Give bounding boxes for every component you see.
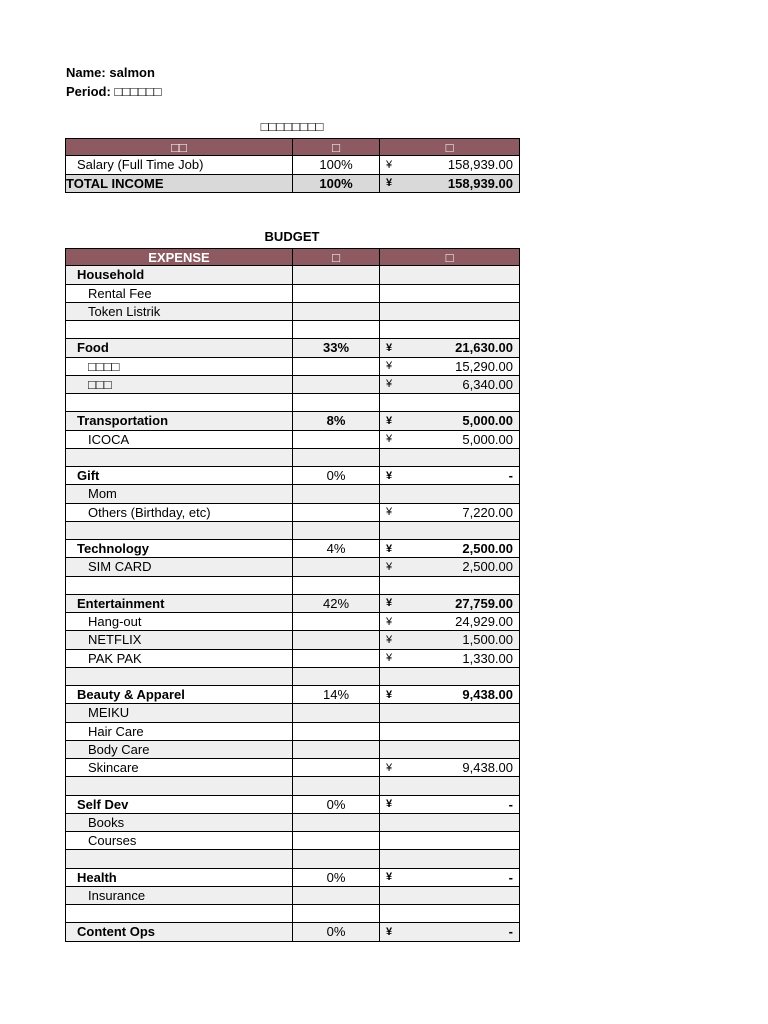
row-amount-cell	[379, 686, 520, 704]
row-percent	[292, 650, 379, 668]
row-label: Rental Fee	[65, 285, 292, 303]
row-amount: -	[508, 796, 513, 812]
row-percent	[292, 814, 379, 832]
income-total-amount: 158,939.00	[447, 175, 513, 191]
row-label: Insurance	[65, 887, 292, 905]
row-amount: 2,500.00	[462, 559, 513, 575]
row-amount: 7,220.00	[462, 504, 513, 520]
row-percent	[292, 285, 379, 303]
yen-symbol: ¥	[386, 688, 393, 701]
row-amount: -	[508, 869, 513, 885]
row-percent	[292, 303, 379, 321]
row-label: Health	[65, 869, 292, 887]
row-label: Self Dev	[65, 796, 292, 814]
table-row	[65, 704, 520, 722]
row-percent: 0%	[292, 467, 379, 485]
row-amount-cell	[379, 431, 520, 449]
yen-symbol: ¥	[386, 871, 393, 884]
category-row	[65, 540, 520, 558]
category-row	[65, 595, 520, 613]
spacer-row	[65, 321, 520, 339]
row-percent	[292, 431, 379, 449]
row-percent	[292, 358, 379, 376]
yen-symbol: ¥	[386, 633, 393, 646]
row-amount-cell	[379, 412, 520, 430]
row-percent	[292, 704, 379, 722]
row-amount-cell	[379, 504, 520, 522]
budget-table	[65, 248, 520, 942]
row-amount-cell	[379, 266, 520, 284]
row-percent: 33%	[292, 339, 379, 357]
yen-symbol: ¥	[386, 360, 393, 373]
row-label: Food	[65, 339, 292, 357]
row-label: Skincare	[65, 759, 292, 777]
period-label: Period:	[66, 84, 111, 99]
category-row	[65, 412, 520, 430]
row-amount-cell	[379, 558, 520, 576]
yen-symbol: ¥	[386, 615, 393, 628]
budget-title: BUDGET	[264, 229, 320, 244]
row-amount-cell	[379, 850, 520, 868]
table-row	[65, 376, 520, 394]
period-line	[66, 84, 162, 99]
row-amount-cell	[379, 650, 520, 668]
row-amount-cell	[379, 723, 520, 741]
budget-col-3: □	[379, 248, 520, 266]
income-col-2: □	[292, 138, 379, 156]
row-label: PAK PAK	[65, 650, 292, 668]
yen-symbol: ¥	[386, 761, 393, 774]
row-percent	[292, 376, 379, 394]
row-amount-cell	[379, 376, 520, 394]
row-percent: 42%	[292, 595, 379, 613]
table-row	[65, 285, 520, 303]
spacer-row	[65, 777, 520, 795]
row-label: Beauty & Apparel	[65, 686, 292, 704]
row-amount: 1,500.00	[462, 632, 513, 648]
spacer-row	[65, 668, 520, 686]
row-label	[65, 394, 292, 412]
spacer-row	[65, 905, 520, 923]
row-amount-cell	[379, 394, 520, 412]
row-amount-cell	[379, 668, 520, 686]
row-amount-cell	[379, 832, 520, 850]
row-amount-cell	[379, 467, 520, 485]
income-title: □□□□□□□□	[260, 119, 324, 134]
table-row	[65, 887, 520, 905]
row-percent	[292, 449, 379, 467]
row-amount-cell	[379, 631, 520, 649]
row-amount-cell	[379, 759, 520, 777]
row-label: Books	[65, 814, 292, 832]
row-amount-cell	[379, 777, 520, 795]
row-label	[65, 668, 292, 686]
row-amount-cell	[379, 577, 520, 595]
row-label: □□□□	[65, 358, 292, 376]
yen-symbol: ¥	[386, 433, 393, 446]
row-label: NETFLIX	[65, 631, 292, 649]
row-label	[65, 850, 292, 868]
row-amount-cell	[379, 303, 520, 321]
row-amount-cell	[379, 449, 520, 467]
row-label: Entertainment	[65, 595, 292, 613]
row-percent	[292, 850, 379, 868]
income-row-amount-cell	[379, 156, 520, 174]
row-percent	[292, 558, 379, 576]
budget-col-2: □	[292, 248, 379, 266]
row-label: Mom	[65, 485, 292, 503]
row-percent	[292, 905, 379, 923]
yen-symbol: ¥	[386, 506, 393, 519]
table-row	[65, 485, 520, 503]
table-row	[65, 431, 520, 449]
yen-symbol: ¥	[386, 925, 393, 938]
row-amount-cell	[379, 814, 520, 832]
row-percent	[292, 613, 379, 631]
row-amount-cell	[379, 285, 520, 303]
spacer-row	[65, 394, 520, 412]
row-label	[65, 905, 292, 923]
yen-symbol: ¥	[386, 652, 393, 665]
row-amount-cell	[379, 339, 520, 357]
table-row	[65, 723, 520, 741]
row-label	[65, 777, 292, 795]
row-amount-cell	[379, 887, 520, 905]
row-label	[65, 522, 292, 540]
category-row	[65, 923, 520, 941]
name-value: salmon	[109, 65, 155, 80]
row-percent	[292, 394, 379, 412]
row-percent	[292, 777, 379, 795]
row-label: Body Care	[65, 741, 292, 759]
row-percent	[292, 321, 379, 339]
row-amount: 5,000.00	[462, 431, 513, 447]
row-label: Gift	[65, 467, 292, 485]
income-col-3: □	[379, 138, 520, 156]
row-percent: 0%	[292, 923, 379, 941]
yen-symbol: ¥	[386, 414, 393, 427]
yen-symbol: ¥	[386, 158, 393, 171]
row-amount-cell	[379, 522, 520, 540]
yen-symbol: ¥	[386, 560, 393, 573]
row-amount-cell	[379, 595, 520, 613]
row-label: SIM CARD	[65, 558, 292, 576]
table-row	[65, 558, 520, 576]
table-row	[65, 303, 520, 321]
table-row	[65, 832, 520, 850]
income-row-label: Salary (Full Time Job)	[65, 156, 292, 174]
income-total-label: TOTAL INCOME	[65, 175, 292, 193]
yen-symbol: ¥	[386, 597, 393, 610]
yen-symbol: ¥	[386, 798, 393, 811]
category-row	[65, 467, 520, 485]
row-label	[65, 321, 292, 339]
row-label	[65, 577, 292, 595]
category-row	[65, 796, 520, 814]
row-amount: -	[508, 468, 513, 484]
income-total-amount-cell	[379, 175, 520, 193]
row-amount: 9,438.00	[462, 760, 513, 776]
income-col-1: □□	[65, 138, 292, 156]
row-amount: -	[508, 924, 513, 940]
row-label: ICOCA	[65, 431, 292, 449]
row-percent	[292, 759, 379, 777]
table-row	[65, 814, 520, 832]
row-percent: 8%	[292, 412, 379, 430]
row-amount: 27,759.00	[455, 595, 513, 611]
yen-symbol: ¥	[386, 177, 393, 190]
income-row-amount: 158,939.00	[447, 157, 513, 173]
row-amount-cell	[379, 321, 520, 339]
income-total-row	[65, 175, 520, 193]
name-label: Name:	[66, 65, 106, 80]
row-amount-cell	[379, 796, 520, 814]
row-amount: 9,438.00	[462, 687, 513, 703]
row-label: Hang-out	[65, 613, 292, 631]
spacer-row	[65, 577, 520, 595]
income-row	[65, 156, 520, 174]
row-amount-cell	[379, 358, 520, 376]
table-row	[65, 631, 520, 649]
row-amount-cell	[379, 741, 520, 759]
table-row	[65, 759, 520, 777]
row-percent	[292, 741, 379, 759]
table-row	[65, 613, 520, 631]
row-percent	[292, 504, 379, 522]
income-table	[65, 138, 520, 193]
row-label: Token Listrik	[65, 303, 292, 321]
row-amount: 21,630.00	[455, 340, 513, 356]
row-amount-cell	[379, 613, 520, 631]
row-amount-cell	[379, 540, 520, 558]
yen-symbol: ¥	[386, 542, 393, 555]
row-percent: 0%	[292, 869, 379, 887]
budget-header-row	[65, 248, 520, 266]
spacer-row	[65, 449, 520, 467]
income-row-pct: 100%	[292, 156, 379, 174]
yen-symbol: ¥	[386, 341, 393, 354]
row-label: Household	[65, 266, 292, 284]
row-label: Hair Care	[65, 723, 292, 741]
category-row	[65, 869, 520, 887]
row-percent	[292, 723, 379, 741]
row-label: Others (Birthday, etc)	[65, 504, 292, 522]
row-amount-cell	[379, 923, 520, 941]
row-percent: 14%	[292, 686, 379, 704]
row-percent	[292, 631, 379, 649]
category-row	[65, 339, 520, 357]
row-percent	[292, 522, 379, 540]
row-amount: 5,000.00	[462, 413, 513, 429]
table-row	[65, 741, 520, 759]
row-label: Courses	[65, 832, 292, 850]
table-row	[65, 358, 520, 376]
row-amount-cell	[379, 905, 520, 923]
row-amount-cell	[379, 869, 520, 887]
spacer-row	[65, 522, 520, 540]
yen-symbol: ¥	[386, 469, 393, 482]
row-amount: 1,330.00	[462, 650, 513, 666]
row-label: Technology	[65, 540, 292, 558]
row-label	[65, 449, 292, 467]
period-value: □□□□□□	[114, 84, 162, 99]
row-amount: 24,929.00	[455, 614, 513, 630]
row-label: MEIKU	[65, 704, 292, 722]
row-percent	[292, 887, 379, 905]
category-row	[65, 686, 520, 704]
row-label: Transportation	[65, 412, 292, 430]
spacer-row	[65, 850, 520, 868]
row-amount: 6,340.00	[462, 376, 513, 392]
row-percent	[292, 266, 379, 284]
yen-symbol: ¥	[386, 378, 393, 391]
row-percent: 0%	[292, 796, 379, 814]
budget-col-1: EXPENSE	[65, 248, 292, 266]
row-percent	[292, 577, 379, 595]
row-amount: 15,290.00	[455, 358, 513, 374]
row-label: Content Ops	[65, 923, 292, 941]
income-total-pct: 100%	[292, 175, 379, 193]
row-percent	[292, 485, 379, 503]
row-percent	[292, 668, 379, 686]
name-line	[66, 65, 155, 80]
row-amount: 2,500.00	[462, 541, 513, 557]
row-amount-cell	[379, 704, 520, 722]
row-label: □□□	[65, 376, 292, 394]
income-header-row	[65, 138, 520, 156]
table-row	[65, 650, 520, 668]
row-percent	[292, 832, 379, 850]
category-row	[65, 266, 520, 284]
row-amount-cell	[379, 485, 520, 503]
table-row	[65, 504, 520, 522]
row-percent: 4%	[292, 540, 379, 558]
